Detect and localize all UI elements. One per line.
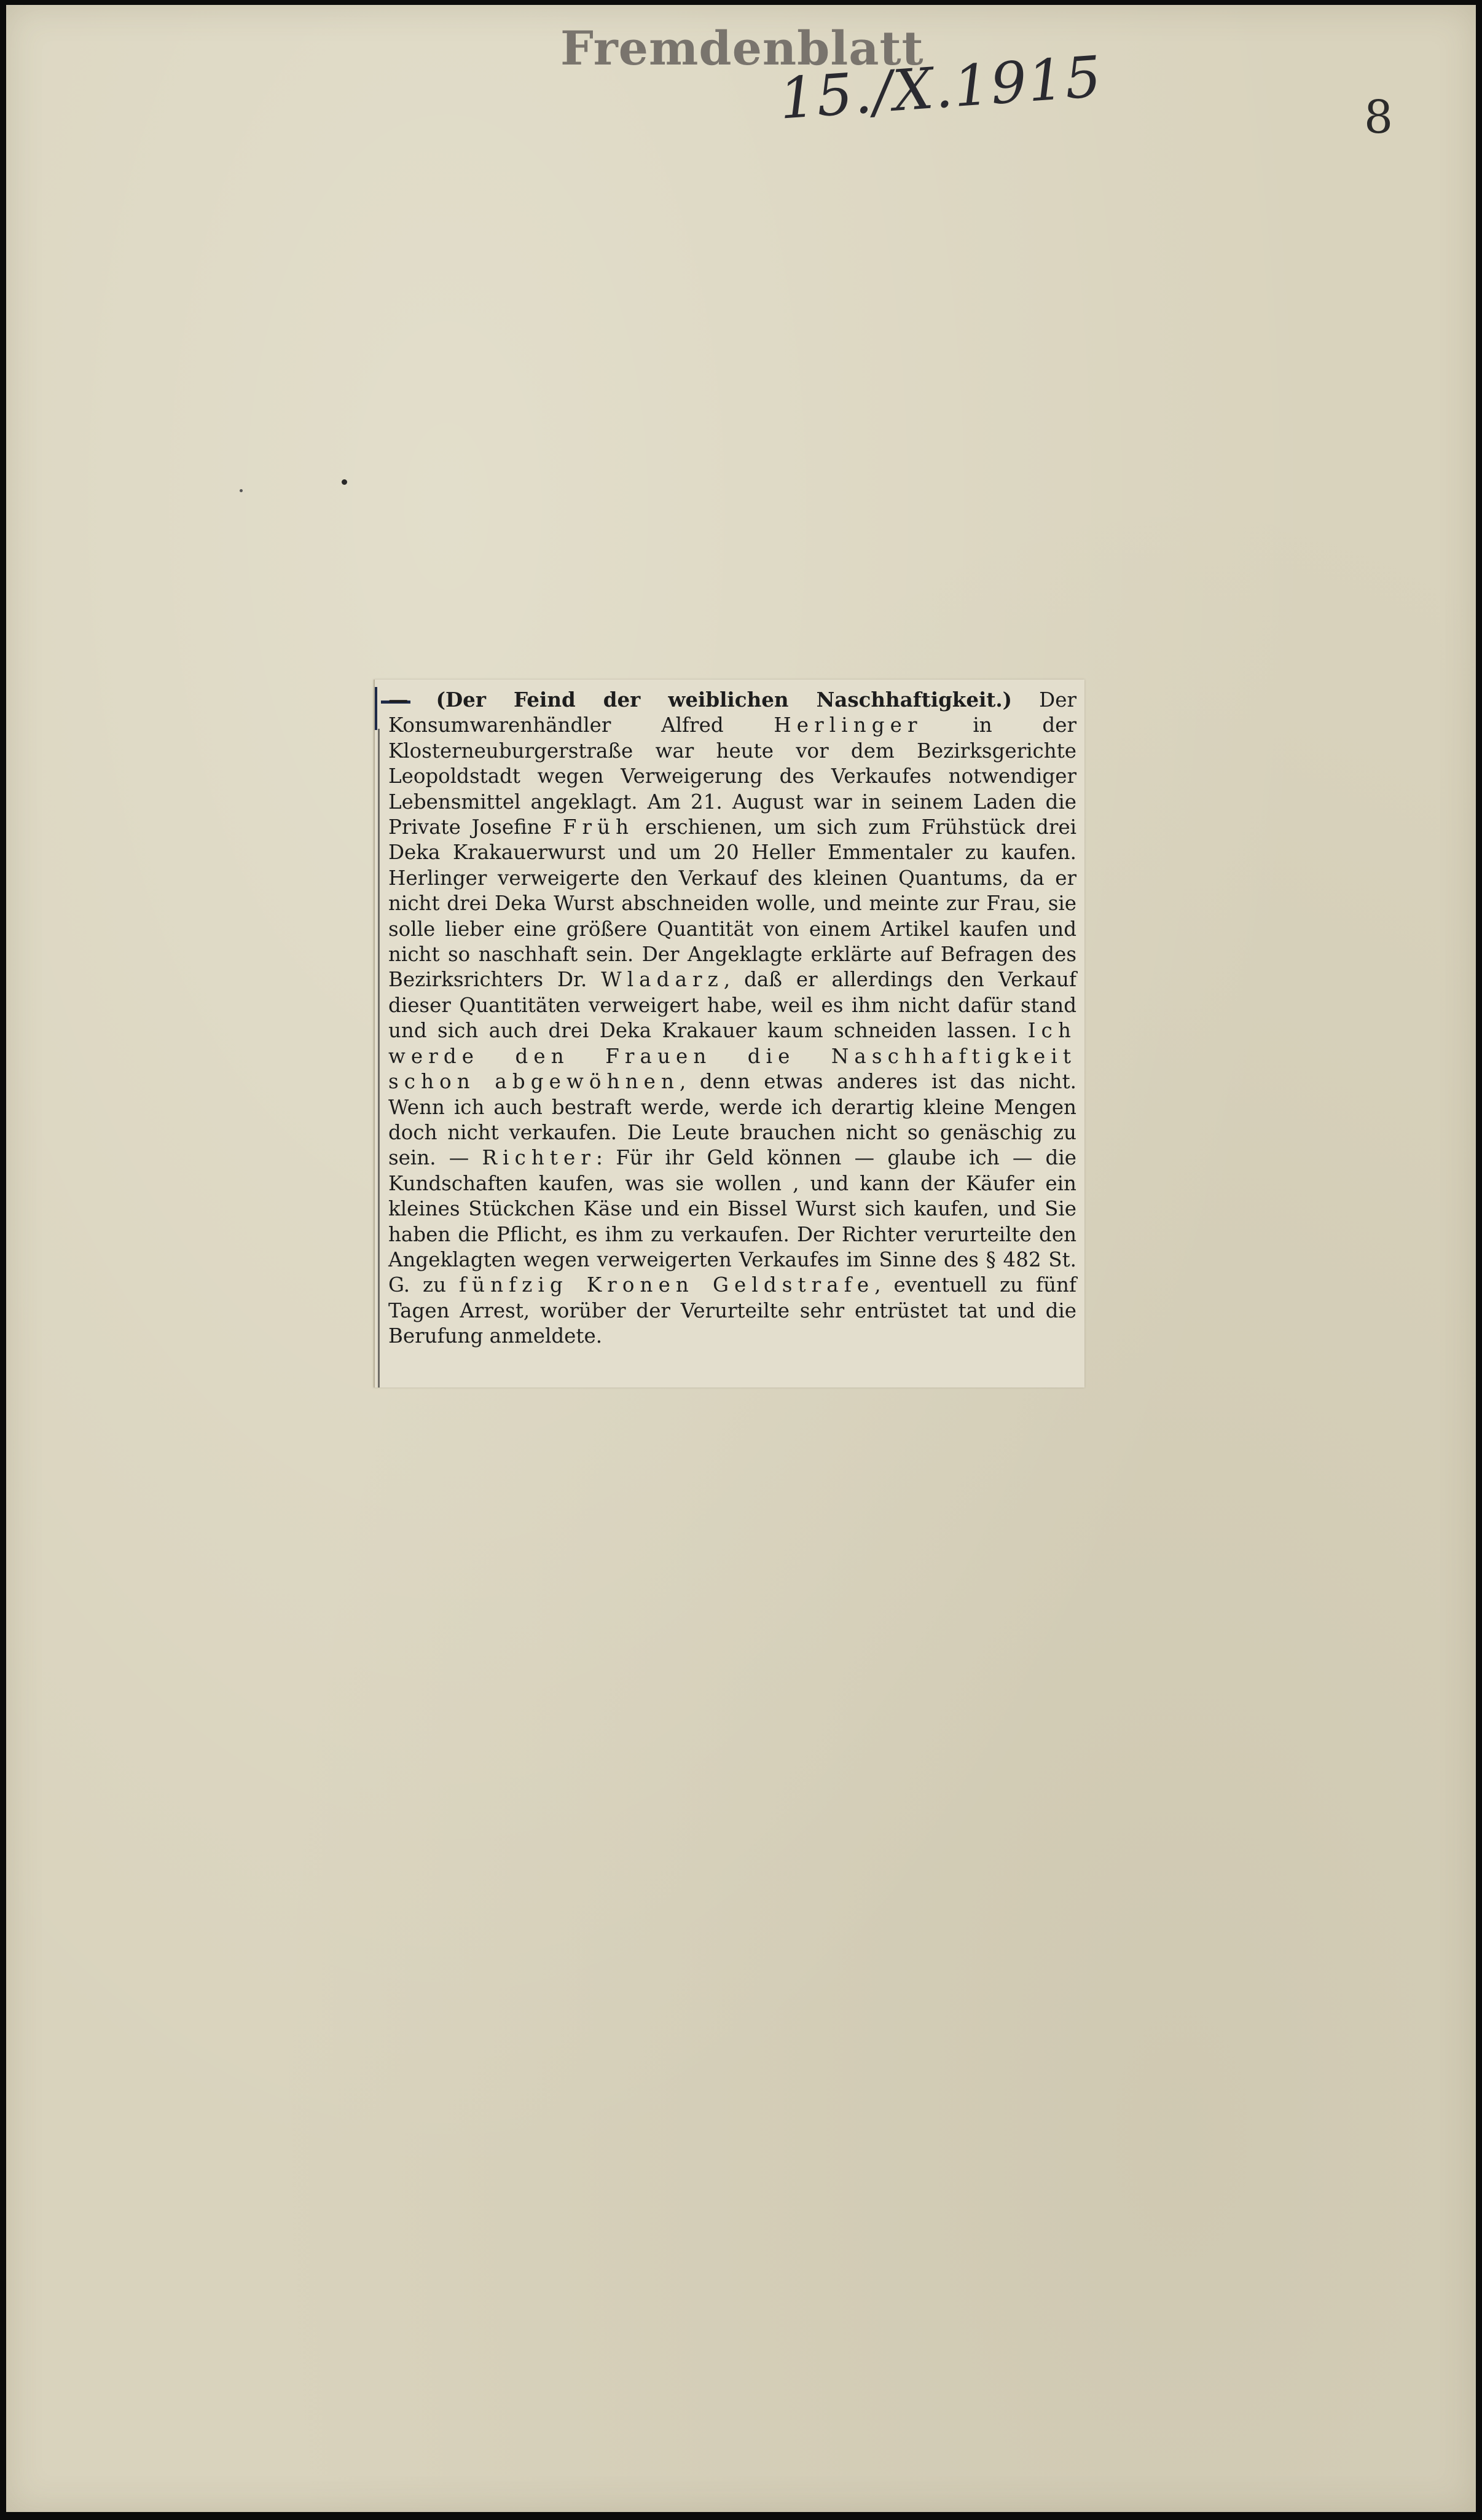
newspaper-stamp: Fremdenblatt <box>560 21 924 76</box>
column-rule <box>378 729 380 1388</box>
article-text <box>388 687 1076 1349</box>
article-segment: Der Konsumwarenhändler Alfred <box>388 688 1076 737</box>
archive-sheet <box>6 5 1476 2512</box>
article-segment: , denn etwas anderes ist das nicht. Wenn ich auch bestraft werde, werde ich derartig kleine Mengen doch nicht verkaufen. Die Leute brauchen nicht so genäschig zu sein. — <box>388 1070 1076 1170</box>
page-number: 8 <box>1364 91 1394 144</box>
article-segment: : Für ihr Geld können — glaube ich — die Kundschaften kaufen, was sie wollen , und kann der Käufer ein kleines Stückchen Käse und ein Bissel Wurst sich kaufen, und Sie haben die Pflicht, es ihm zu verkaufen. Der Richter verurteilte den Angeklagten wegen verweigerten Verkaufes im Sinne des § 482 St. G. zu <box>388 1146 1076 1297</box>
spaced-name: Wladarz <box>601 968 724 992</box>
article-segment: erschienen, um sich zum Frühstück drei Deka Krakauerwurst und um 20 Heller Emmentaler zu kaufen. Herlinger verweigerte den Verkauf des kleinen Quantums, da er nicht drei Deka Wurst abschneiden wolle, und meinte zur Frau, sie solle lieber eine größere Quantität von einem Artikel kaufen und nicht so naschhaft sein. Der Angeklagte erklärte auf Befragen des Bezirksrichters Dr. <box>388 815 1076 992</box>
spaced-name: Herlinger <box>774 713 923 737</box>
spaced-name: Früh <box>562 815 635 839</box>
spaced-penalty: fünfzig Kronen Geldstrafe <box>458 1273 875 1297</box>
spaced-speaker: Richter <box>482 1146 597 1170</box>
newspaper-clipping <box>374 680 1084 1388</box>
article-segment: , daß er allerdings den Verkauf dieser Quantitäten verweigert habe, weil es ihm nicht dafür stand und sich auch drei Deka Krakauer kaum schneiden lassen. <box>388 968 1076 1043</box>
pencil-mark <box>375 687 377 730</box>
paper-speck <box>240 489 243 492</box>
article-segment: in der Klosterneuburgerstraße war heute vor dem Bezirksgerichte Leopoldstadt wegen Verweigerung des Verkaufes notwendiger Lebensmittel angeklagt. Am 21. August war in seinem Laden die Private Josefine <box>388 713 1076 839</box>
spaced-quote: Ich werde den Frauen die Naschhaftigkeit schon abgewöhnen <box>388 1019 1076 1094</box>
paper-speck <box>342 479 347 485</box>
article-headline: — (Der Feind der weiblichen Naschhaftigkeit.) <box>388 688 1013 712</box>
article-segment: , eventuell zu fünf Tagen Arrest, worüber der Verurteilte sehr entrüstet tat und die Berufung anmeldete. <box>388 1273 1076 1348</box>
handwritten-date: 15./X.1915 <box>777 44 1105 132</box>
